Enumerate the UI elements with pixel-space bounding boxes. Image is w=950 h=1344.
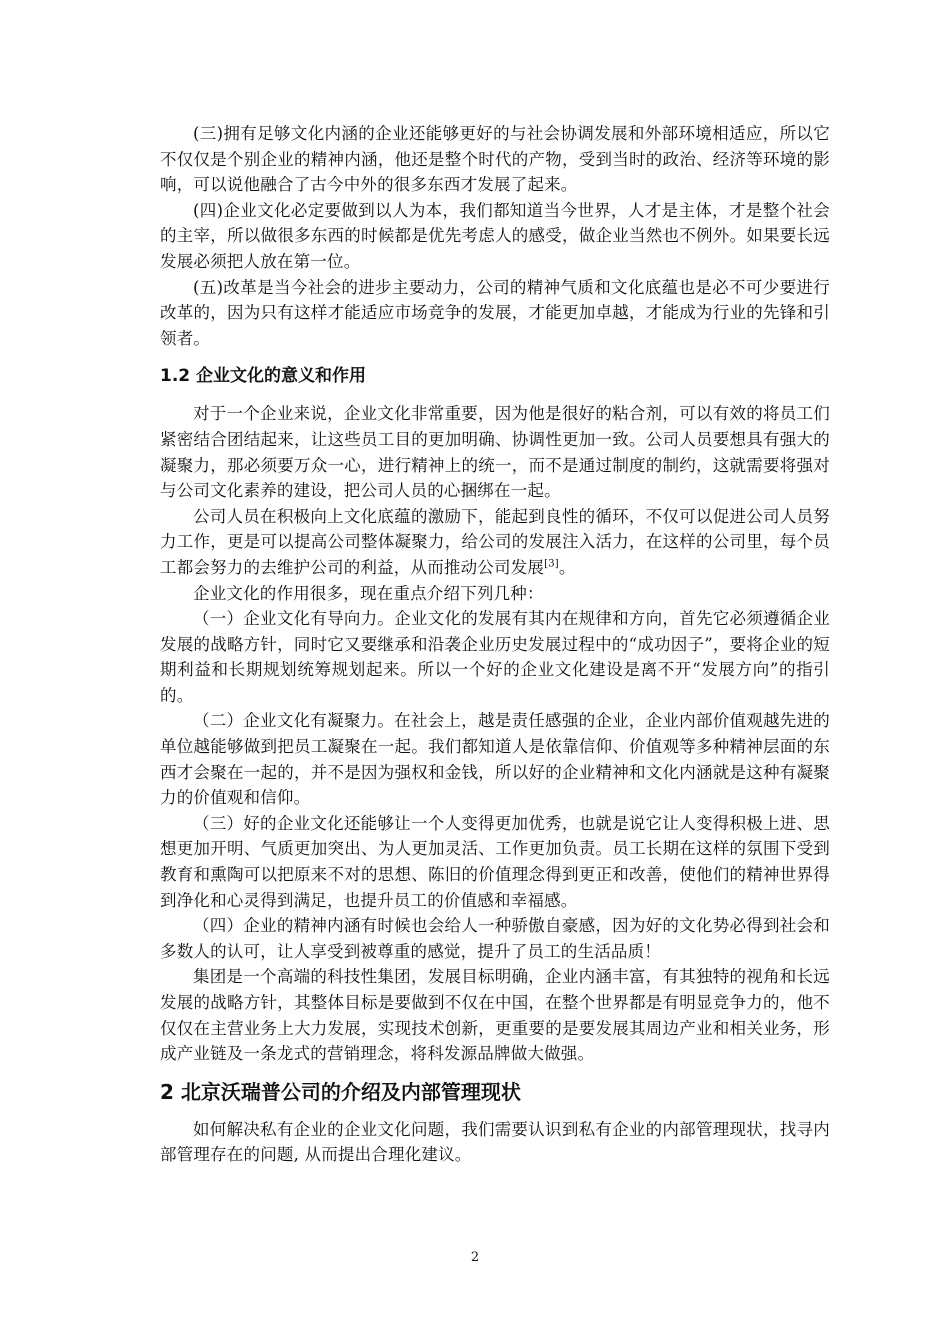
paragraph: (三)拥有足够文化内涵的企业还能够更好的与社会协调发展和外部环境相适应，所以它不仅仅是个别企业的精神内涵，他还是整个时代的产物，受到当时的政治、经济等环境的影响，可以说他融合了古今中外的很多东西才发展了起来。: [160, 124, 830, 195]
paragraph: 如何解决私有企业的企业文化问题，我们需要认识到私有企业的内部管理现状，找寻内部管理存在的问题, 从而提出合理化建议。: [160, 1119, 830, 1165]
paragraph: （四）企业的精神内涵有时候也会给人一种骄傲自豪感，因为好的文化势必得到社会和多数人的认可，让人享受到被尊重的感觉，提升了员工的生活品质！: [160, 916, 830, 961]
paragraph-with-citation: [160, 504, 830, 581]
paragraph: 企业文化的作用很多，现在重点介绍下列几种：: [193, 583, 544, 603]
paragraph-end: 。: [558, 557, 576, 577]
paragraph: 对于一个企业来说，企业文化非常重要，因为他是很好的粘合剂，可以有效的将员工们紧密结合团结起来，让这些员工目的更加明确、协调性更加一致。公司人员要想具有强大的凝聚力，那必须要万众一心，进行精神上的统一，而不是通过制度的制约，这就需要将强对与公司文化素养的建设，把公司人员的心捆绑在一起。: [160, 404, 830, 501]
citation-marker: [3]: [544, 558, 559, 570]
section-heading-1-2: 1.2 企业文化的意义和作用: [160, 366, 367, 387]
document-page: [160, 121, 830, 1168]
paragraph: （二）企业文化有凝聚力。在社会上，越是责任感强的企业，企业内部价值观越先进的单位越能够做到把员工凝聚在一起。我们都知道人是依靠信仰、价值观等多种精神层面的东西才会聚在一起的，并不是因为强权和金钱，所以好的企业精神和文化内涵就是这种有凝聚力的价值观和信仰。: [160, 711, 830, 808]
paragraph: （一）企业文化有导向力。企业文化的发展有其内在规律和方向，首先它必须遵循企业发展的战略方针，同时它又要继承和沿袭企业历史发展过程中的“成功因子”，要将企业的短期利益和长期规划统筹规划起来。所以一个好的企业文化建设是离不开“发展方向”的指引的。: [160, 609, 830, 705]
paragraph: （三）好的企业文化还能够让一个人变得更加优秀，也就是说它让人变得积极上进、思想更加开明、气质更加突出、为人更加灵活、工作更加负责。员工长期在这样的氛围下受到教育和熏陶可以把原来不对的思想、陈旧的价值理念得到更正和改善，使他们的精神世界得到净化和心灵得到满足，也提升员工的价值感和幸福感。: [160, 813, 830, 910]
paragraph: (四)企业文化必定要做到以人为本，我们都知道当今世界，人才是主体，才是整个社会的主宰，所以做很多东西的时候都是优先考虑人的感受，做企业当然也不例外。如果要长远发展必须把人放在第一位。: [160, 200, 830, 271]
page-number: 2: [470, 1250, 480, 1265]
chapter-heading-2: 2 北京沃瑞普公司的介绍及内部管理现状: [160, 1079, 521, 1104]
paragraph: (五)改革是当今社会的进步主要动力，公司的精神气质和文化底蕴也是必不可少要进行改革的，因为只有这样才能适应市场竞争的发展，才能更加卓越，才能成为行业的先锋和引领者。: [160, 277, 830, 348]
paragraph: 集团是一个高端的科技性集团，发展目标明确，企业内涵丰富，有其独特的视角和长远发展的战略方针，其整体目标是要做到不仅在中国，在整个世界都是有明显竞争力的，他不仅仅在主营业务上大力发展，实现技术创新，更重要的是要发展其周边产业和相关业务，形成产业链及一条龙式的营销理念，将科发源品牌做大做强。: [160, 967, 830, 1064]
paragraph-text: 公司人员在积极向上文化底蕴的激励下，能起到良性的循环，不仅可以促进公司人员努力工作，更是可以提高公司整体凝聚力，给公司的发展注入活力，在这样的公司里，每个员工都会努力的去维护公司的利益，从而推动公司发展: [160, 506, 830, 577]
